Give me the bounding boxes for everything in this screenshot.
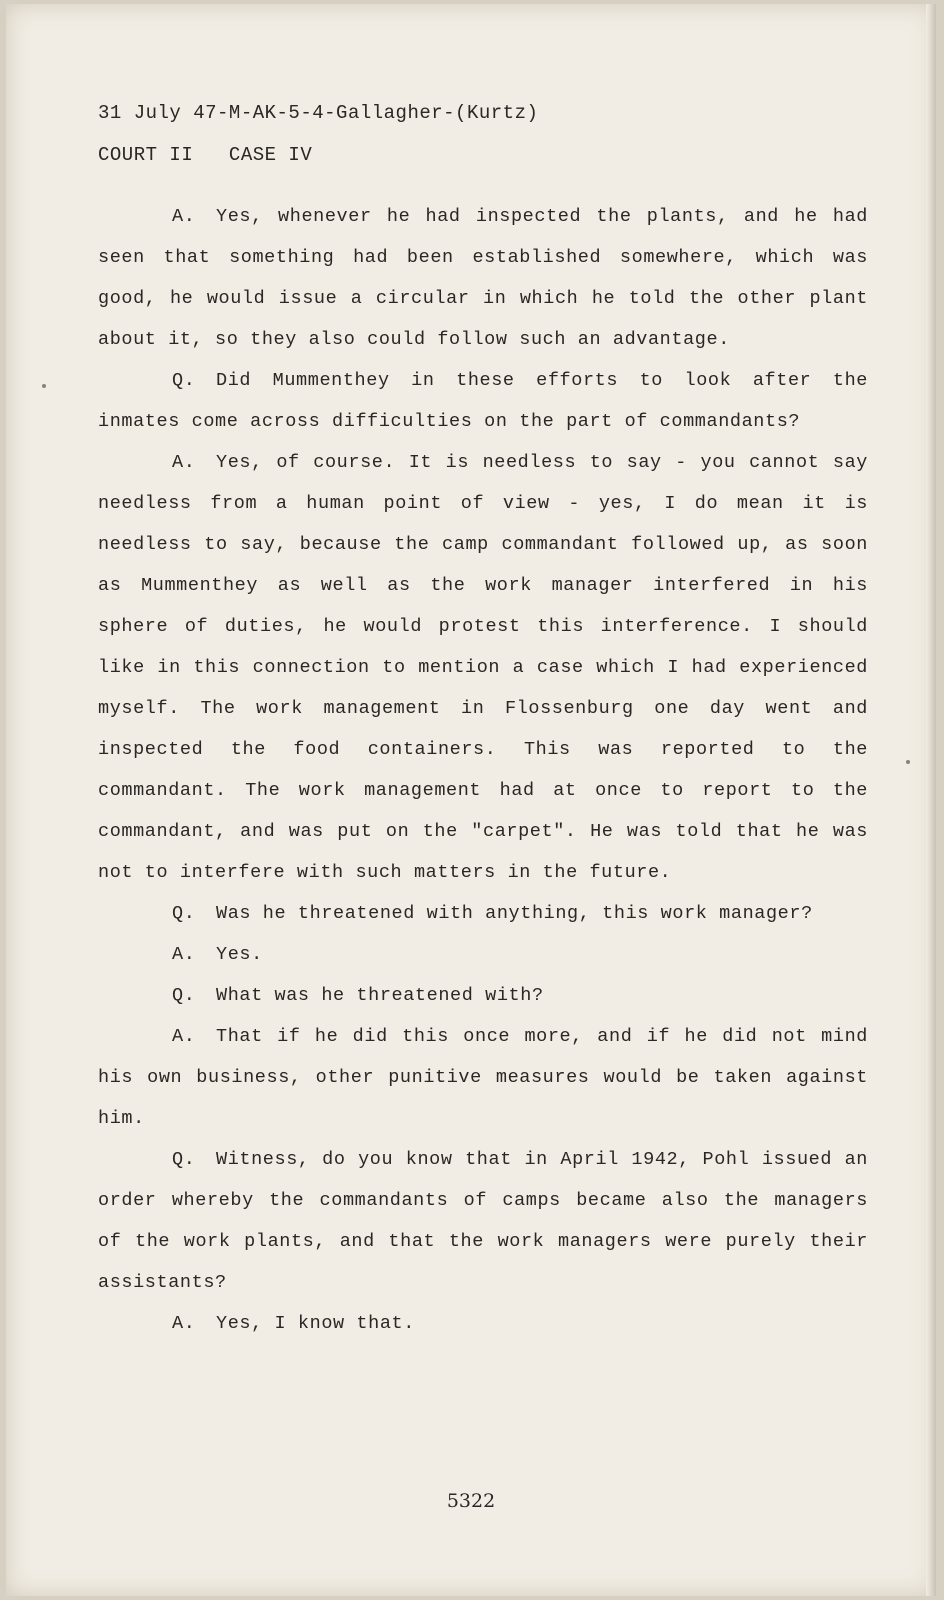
speaker-label: A. [172,206,196,227]
paragraph-text: Witness, do you know that in April 1942, Pohl issued an order whereby the commandants of camps became also the managers of the work plants, and that the work managers were purely their assistants? [98,1149,868,1293]
page-edge-shadow [926,4,936,1596]
paragraph-2 [98,360,868,442]
speaker-label: Q. [172,1149,196,1170]
paragraph-text: Was he threatened with anything, this work manager? [216,903,813,924]
paragraph-3 [98,442,868,893]
speaker-label: A. [172,452,196,473]
paragraph-text: Yes, whenever he had inspected the plants, and he had seen that something had been established somewhere, which was good, he would issue a circular in which he told the other plant about it, so they also could follow such an advantage. [98,206,868,350]
speaker-label: Q. [172,370,196,391]
header-court-case: COURT II CASE IV [98,144,313,166]
paragraph-text: That if he did this once more, and if he did not mind his own business, other punitive measures would be taken against him. [98,1026,868,1129]
paragraph-text: Yes, I know that. [216,1313,415,1334]
paragraph-8 [98,1139,868,1303]
paragraph-text: Did Mummenthey in these efforts to look after the inmates come across difficulties on the part of commandants? [98,370,868,432]
paragraph-text: Yes. [216,944,263,965]
paragraph-text: What was he threatened with? [216,985,544,1006]
paragraph-1 [98,196,868,360]
paragraph-text: Yes, of course. It is needless to say - you cannot say needless from a human point of view - yes, I do mean it is needless to say, because the camp commandant followed up, as soon as Mummenthey as well as the work manager interfered in his sphere of duties, he would protest this interference. I should like in this connection to mention a case which I had experienced myself. The work management in Flossenburg one day went and inspected the food containers. This was reported to the commandant. The work management had at once to report to the commandant, and was put on the "carpet". He was told that he was not to interfere with such matters in the future. [98,452,868,883]
paper-speck [42,384,46,388]
speaker-label: Q. [172,903,196,924]
speaker-label: A. [172,1026,196,1047]
testimony-body [98,196,868,1344]
paragraph-9 [98,1303,868,1344]
speaker-label: A. [172,944,196,965]
document-page [6,4,936,1596]
speaker-label: A. [172,1313,196,1334]
page-number: 5322 [446,1490,496,1512]
paragraph-5 [98,934,868,975]
header-transcript-id: 31 July 47-M-AK-5-4-Gallagher-(Kurtz) [98,102,539,124]
speaker-label: Q. [172,985,196,1006]
paragraph-7 [98,1016,868,1139]
paper-speck [906,760,910,764]
paragraph-4 [98,893,868,934]
paragraph-6 [98,975,868,1016]
